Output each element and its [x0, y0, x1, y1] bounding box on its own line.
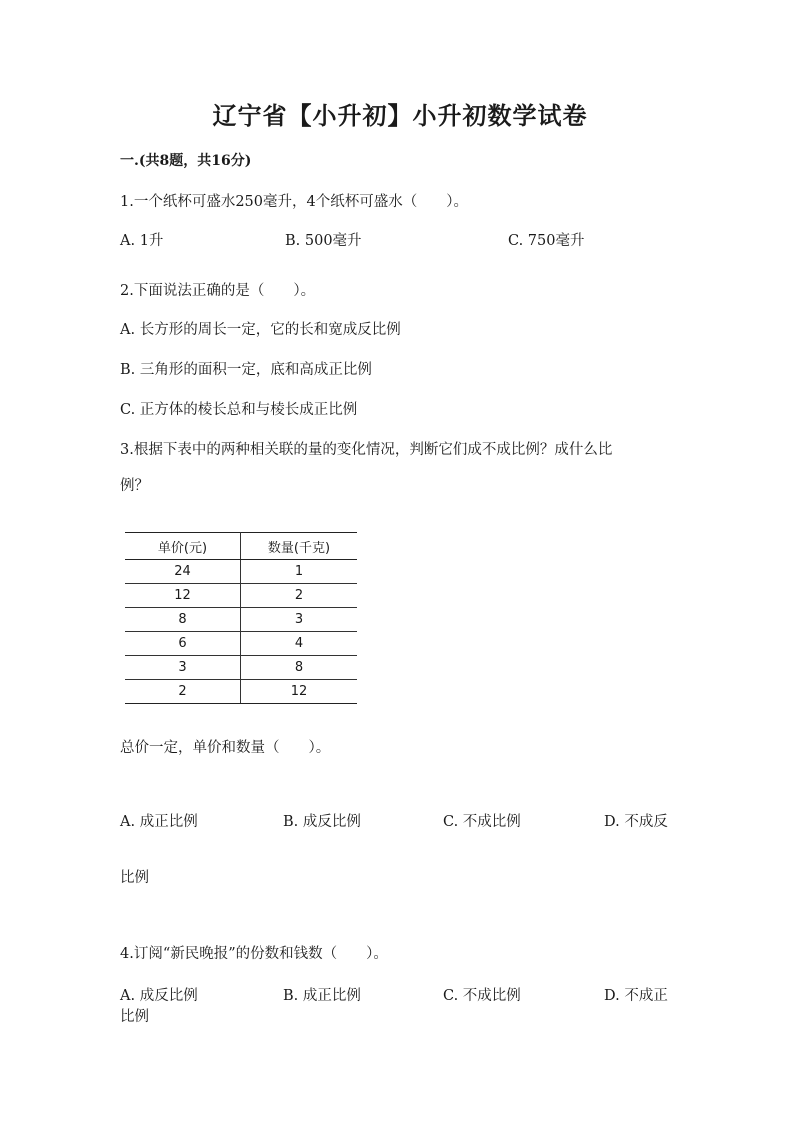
table-row: [125, 632, 357, 656]
question-1-option-a: A. 1升: [120, 233, 164, 249]
question-4-option-d-wrap: 比例: [120, 1009, 149, 1025]
table-cell: 8: [241, 656, 358, 680]
table-row: [125, 656, 357, 680]
table-row: [125, 608, 357, 632]
table-cell: 3: [125, 656, 241, 680]
question-3-option-c: C. 不成比例: [443, 814, 521, 830]
table-cell: 12: [125, 584, 241, 608]
table-row: [125, 680, 357, 704]
question-3-text-continued: 例？: [120, 478, 149, 494]
price-quantity-table: [125, 532, 357, 704]
question-4-option-b: B. 成正比例: [283, 988, 361, 1004]
question-1-option-b: B. 500毫升: [285, 233, 362, 249]
table-header-row: [125, 533, 357, 560]
table-cell: 1: [241, 560, 358, 584]
question-3-option-a: A. 成正比例: [120, 814, 198, 830]
table-cell: 6: [125, 632, 241, 656]
question-2-option-a: A. 长方形的周长一定，它的长和宽成反比例: [120, 322, 401, 338]
table-header-quantity: 数量(千克): [241, 533, 358, 560]
question-4-option-c: C. 不成比例: [443, 988, 521, 1004]
section-heading: 一.(共8题，共16分): [120, 153, 252, 169]
question-3-text: 3.根据下表中的两种相关联的量的变化情况，判断它们成不成比例？成什么比: [120, 442, 613, 458]
question-4-option-a: A. 成反比例: [120, 988, 198, 1004]
question-3-option-b: B. 成反比例: [283, 814, 361, 830]
table-row: [125, 560, 357, 584]
table-cell: 12: [241, 680, 358, 704]
table-cell: 24: [125, 560, 241, 584]
question-2-option-b: B. 三角形的面积一定，底和高成正比例: [120, 362, 372, 378]
question-1-option-c: C. 750毫升: [508, 233, 585, 249]
question-3-option-d-wrap: 比例: [120, 870, 149, 886]
table-cell: 4: [241, 632, 358, 656]
table-header-unit-price: 单价(元): [125, 533, 241, 560]
question-3-option-d: D. 不成反: [604, 814, 668, 830]
table-row: [125, 584, 357, 608]
page-title: 辽宁省【小升初】小升初数学试卷: [212, 101, 588, 130]
table-cell: 8: [125, 608, 241, 632]
question-4-option-d: D. 不成正: [604, 988, 668, 1004]
question-4-text: 4.订阅“新民晚报”的份数和钱数（ ）。: [120, 946, 388, 962]
question-1-text: 1.一个纸杯可盛水250毫升，4个纸杯可盛水（ ）。: [120, 194, 468, 210]
question-3-subquestion: 总价一定，单价和数量（ ）。: [120, 740, 331, 756]
question-2-text: 2.下面说法正确的是（ ）。: [120, 283, 316, 299]
question-2-option-c: C. 正方体的棱长总和与棱长成正比例: [120, 402, 358, 418]
table-cell: 2: [125, 680, 241, 704]
table-cell: 3: [241, 608, 358, 632]
table-cell: 2: [241, 584, 358, 608]
